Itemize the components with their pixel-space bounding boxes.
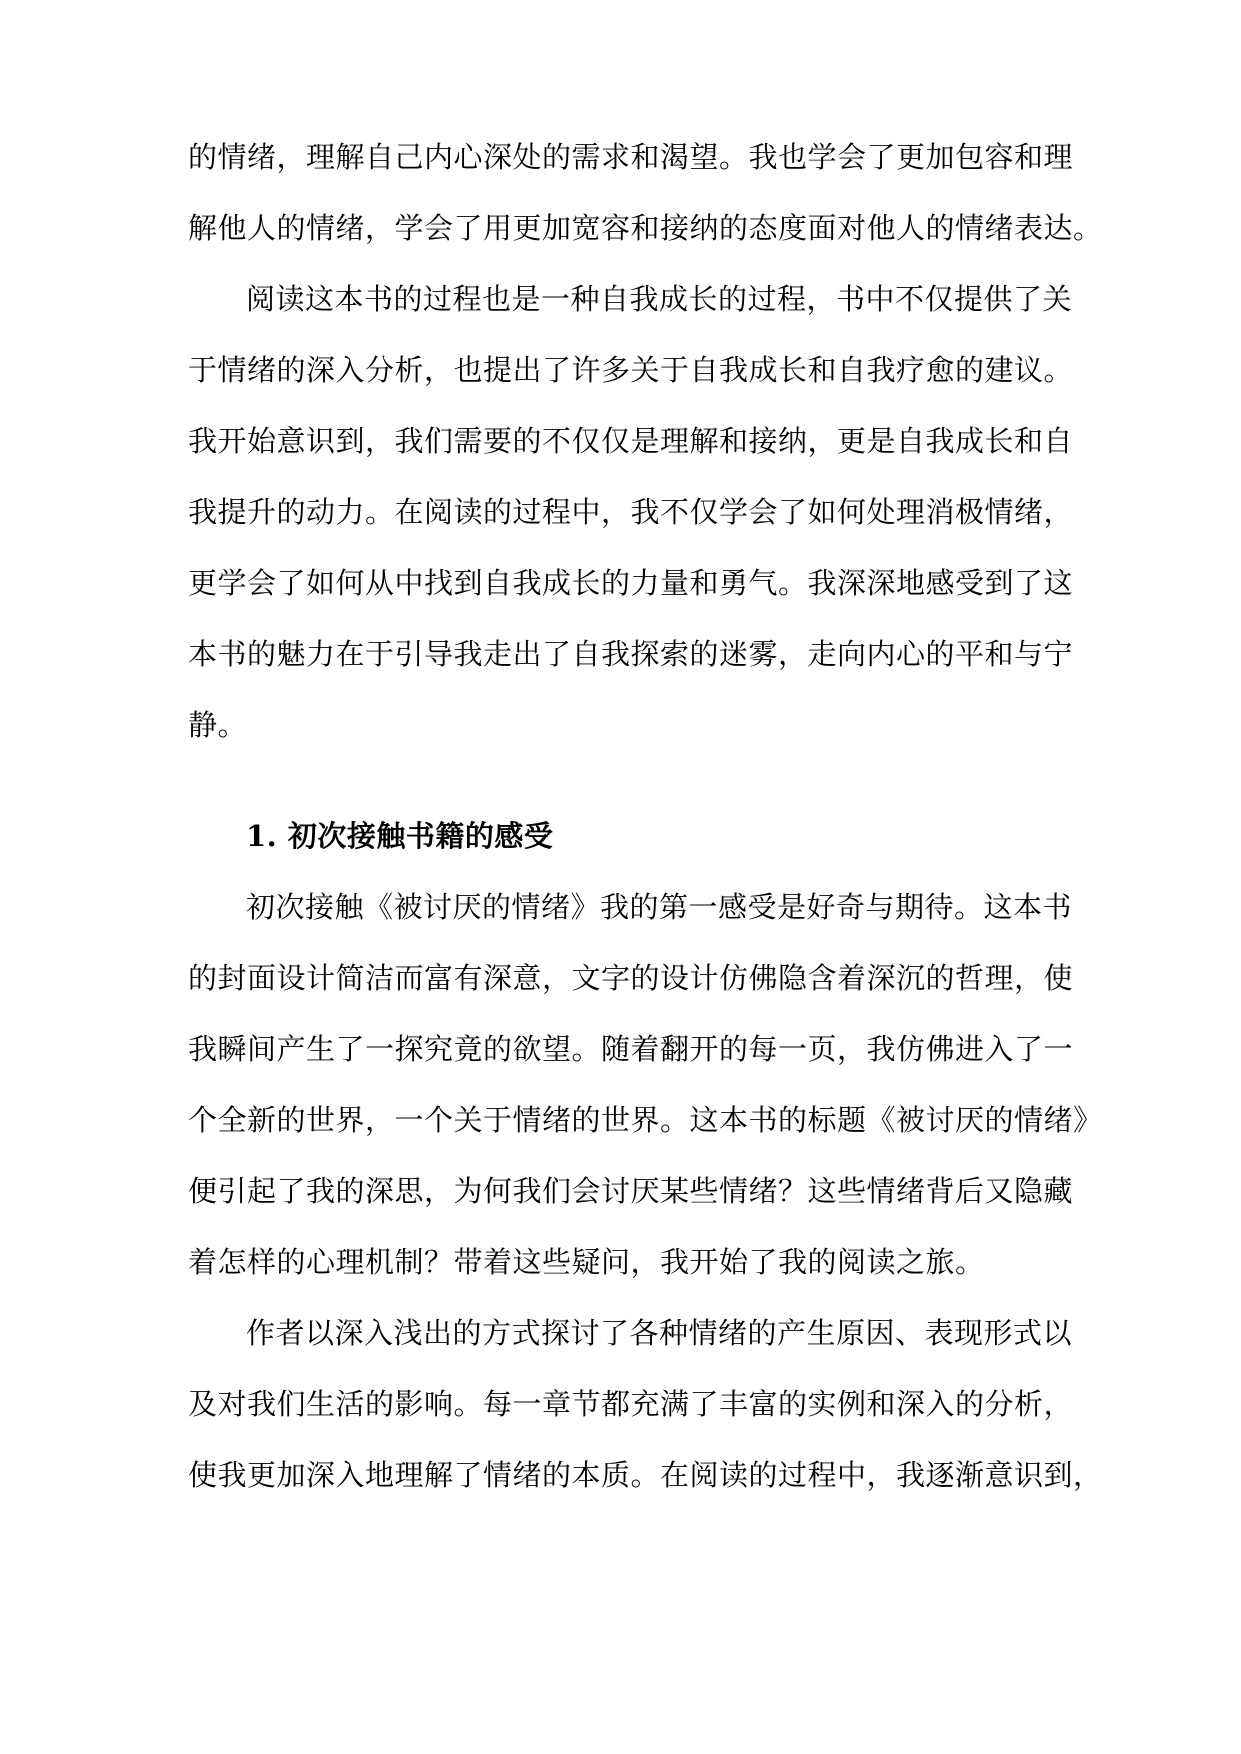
- paragraph-4-line-2: 及对我们生活的影响。每一章节都充满了丰富的实例和深入的分析，: [188, 1387, 1074, 1421]
- paragraph-2-line-1: 阅读这本书的过程也是一种自我成长的过程，书中不仅提供了关: [246, 282, 1073, 316]
- paragraph-2-line-5: 更学会了如何从中找到自我成长的力量和勇气。我深深地感受到了这: [188, 566, 1074, 600]
- paragraph-3-line-6: 着怎样的心理机制？带着这些疑问，我开始了我的阅读之旅。: [188, 1245, 985, 1279]
- section-heading: 1. 初次接触书籍的感受: [246, 819, 554, 853]
- paragraph-3-line-2: 的封面设计简洁而富有深意，文字的设计仿佛隐含着深沉的哲理，使: [188, 961, 1074, 995]
- paragraph-3-line-4: 个全新的世界，一个关于情绪的世界。这本书的标题《被讨厌的情绪》: [188, 1103, 1103, 1137]
- paragraph-3-line-1: 初次接触《被讨厌的情绪》我的第一感受是好奇与期待。这本书: [246, 890, 1073, 924]
- paragraph-4-line-3: 使我更加深入地理解了情绪的本质。在阅读的过程中，我逐渐意识到，: [188, 1458, 1103, 1492]
- paragraph-1-line-1: 的情绪，理解自己内心深处的需求和渴望。我也学会了更加包容和理: [188, 140, 1074, 174]
- paragraph-2-line-4: 我提升的动力。在阅读的过程中，我不仅学会了如何处理消极情绪，: [188, 495, 1074, 529]
- paragraph-3-line-3: 我瞬间产生了一探究竟的欲望。随着翻开的每一页，我仿佛进入了一: [188, 1032, 1074, 1066]
- paragraph-2-line-3: 我开始意识到，我们需要的不仅仅是理解和接纳，更是自我成长和自: [188, 424, 1074, 458]
- paragraph-2-line-7: 静。: [188, 708, 248, 742]
- paragraph-2-line-2: 于情绪的深入分析，也提出了许多关于自我成长和自我疗愈的建议。: [188, 353, 1074, 387]
- paragraph-4-line-1: 作者以深入浅出的方式探讨了各种情绪的产生原因、表现形式以: [246, 1316, 1073, 1350]
- paragraph-2-line-6: 本书的魅力在于引导我走出了自我探索的迷雾，走向内心的平和与宁: [188, 637, 1074, 671]
- paragraph-3-line-5: 便引起了我的深思，为何我们会讨厌某些情绪？这些情绪背后又隐藏: [188, 1174, 1074, 1208]
- paragraph-1-line-2: 解他人的情绪，学会了用更加宽容和接纳的态度面对他人的情绪表达。: [188, 211, 1103, 245]
